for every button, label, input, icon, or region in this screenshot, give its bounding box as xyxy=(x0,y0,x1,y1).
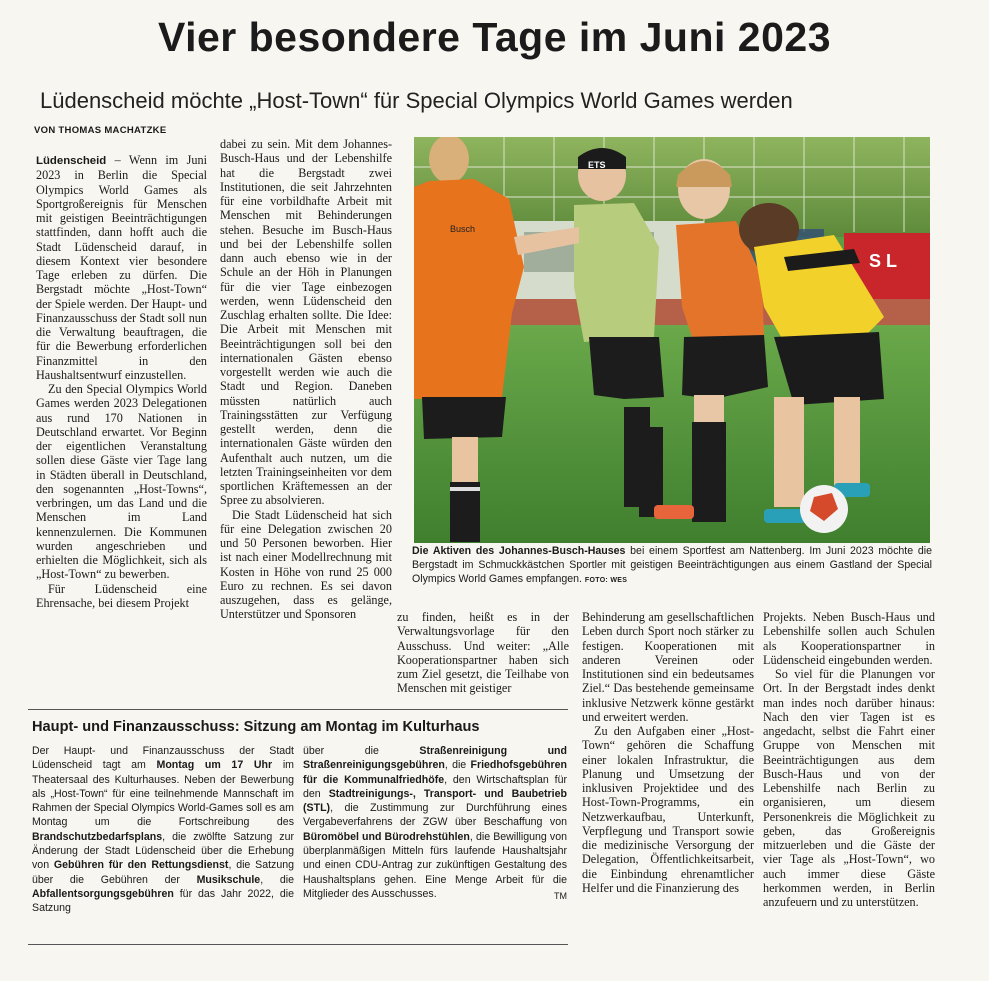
paragraph: dabei zu sein. Mit dem Johannes-Busch-Haus und der Lebenshilfe hat die Bergstadt zwei Institutionen, die seit Jahrzehnten für eine vorbildhafte Arbeit mit Menschen mit Behinderungen stehen. Besuche im Busch-Haus und bei der Lebenshilfe sollen dann auch ebenso wie in der Schule an der Höh in Planungen für die vier Tage einbezogen werden, wenn Lüdenscheid den Zuschlag erhalten sollte. Die Idee: Die Arbeit mit Menschen mit Beeinträchtigungen soll bei den internationalen Gästen ebenso vorgestellt werden wie auch die Stadt und Region. Daneben müssten natürlich auch Trainingsstätten zur Verfügung gestellt werden, denn die internationalen Gäste würden den Aufenthalt auch nutzen, um die letzten Trainingseinheiten vor dem sportlichen Kräftemessen an der Spree zu absolvieren. xyxy=(220,137,392,508)
dateline: Lüdenscheid xyxy=(36,155,107,167)
paragraph: Die Stadt Lüdenscheid hat sich für eine Delegation zwischen 20 und 50 Personen beworben. Hier ist nach einer Modellrechnung mit Kosten in Höhe von rund 25 000 Euro zu rechnen. Es sei davon auszugehen, dass es gelänge, Unterstützer und Sponsoren xyxy=(220,507,392,622)
infobox-heading: Haupt- und Finanzausschuss: Sitzung am Montag im Kulturhaus xyxy=(32,719,480,735)
svg-text:S L: S L xyxy=(869,251,898,271)
article-column-4 xyxy=(582,610,754,955)
svg-text:ETS: ETS xyxy=(588,160,606,170)
paragraph: Für Lüdenscheid eine Ehrensache, bei diesem Projekt xyxy=(36,581,207,610)
photo-caption: Die Aktiven des Johannes-Busch-Hauses bei einem Sportfest am Nattenberg. Im Juni 2023 möchte die Bergstadt im Schmuckkästchen Sportler mit geistigen Beeinträchtigungen aus einem Gastland der Special Olympics World Games empfangen. FOTO: WES xyxy=(412,545,932,585)
svg-text:Busch: Busch xyxy=(450,224,476,234)
paragraph: Lüdenscheid – Wenn im Juni 2023 in Berlin die Special Olympics World Games als Sportgroßereignis für Menschen mit geistigen Beeinträchtigungen stattfinden, dann hofft auch die Stadt Lüdenscheid darauf, in diesem Kontext vier besondere Tage erleben zu dürfen. Die Bergstadt möchte „Host-Town“ der Spiele werden. Der Haupt- und Finanzausschuss der Stadt soll nun die Verwaltung beauftragen, die für die Bewerbung erforderlichen Finanzmittel in den Haushaltsentwurf einzustellen. xyxy=(36,153,207,382)
infobox-column-right: über die Straßenreinigung und Straßenreinigungsgebühren, die Friedhofsgebühren für die Kommunalfriedhöfe, den Wirtschaftsplan für den Stadtreinigungs-, Transport- und Baubetrieb (STL), die Zustimmung zur Durchführung eines Vergabeverfahrens der ZGW über Beschaffung von Büromöbel und Bürodrehstühlen, die Bewilligung von überplanmäßigen Mitteln fürs laufende Haushaltsjahr und einen CDU-Antrag zur zukünftigen Gestaltung des Haushaltsplans gehen. Eine Menge Arbeit für die Mitglieder des Ausschusses. TM xyxy=(303,744,567,936)
paragraph: Zu den Aufgaben einer „Host-Town“ gehören die Schaffung einer lokalen Infrastruktur, die Planung und Umsetzung der inklusiven Projektidee und des Host-Town-Programms, ein Netzwerkaufbau, Unterkunft, Verpflegung und Transport sowie die medizinische Versorgung der Delegation, Öffentlichkeitsarbeit, die Einbindung ehrenamtlicher Helfer und die Finanzierung des xyxy=(582,724,754,895)
paragraph: So viel für die Planungen vor Ort. In der Bergstadt indes denkt man indes noch darüber hinaus: Nach den vier Tagen ist es angedacht, selbst die Fahrt einer Gruppe von Menschen mit Beeinträchtigungen aus dem Busch-Haus und von der Lebenshilfe nach Berlin zu organisieren, um diesem Personenkreis die Möglichkeit zu geben, das Großereignis mitzuerleben und die Gäste der vier Tage als „Host-Town“, wo auch immer diese Gäste herkommen werden, in Berlin anzufeuern und zu unterstützen. xyxy=(763,667,935,909)
paragraph: zu finden, heißt es in der Verwaltungsvorlage für den Ausschuss. Und weiter: „Alle Kooperationspartner haben sich zum Ziel gesetzt, die Teilhabe von Menschen mit geistiger xyxy=(397,610,569,696)
author-signature: TM xyxy=(554,890,567,901)
article-column-1 xyxy=(36,153,207,696)
article-column-3 xyxy=(397,610,569,696)
paragraph: Zu den Special Olympics World Games werden 2023 Delegationen aus rund 170 Nationen in Deutschland erwartet. Vor Beginn der eigentlichen Veranstaltung sollen diese Gäste vier Tage lang in Städten überall in Deutschland, den sogenannten „Host-Towns“, verbringen, um das Land und die Menschen im Land kennenzulernen. Die Kommunen wurden angeschrieben und erhielten die Möglichkeit, sich als „Host-Town“ zu bewerben. xyxy=(36,382,207,582)
infobox-column-left: Der Haupt- und Finanzausschuss der Stadt Lüdenscheid tagt am Montag um 17 Uhr im Theatersaal des Kulturhauses. Neben der Bewerbung als „Host-Town“ für eine teilnehmende Mannschaft im Rahmen der Special Olympics World-Games soll es am Montag um die Fortschreibung des Brandschutzbedarfsplans, die zwölfte Satzung zur Änderung der Stadt Lüdenscheid über die Erhebung von Gebühren für den Rettungsdienst, die Satzung über die Gebühren der Musikschule, die Abfallentsorgungsgebühren für das Jahr 2022, die Satzung xyxy=(32,745,294,915)
soccer-photo xyxy=(414,137,930,543)
article-column-5 xyxy=(763,610,935,955)
article-photo xyxy=(414,137,930,543)
infobox-bottom-rule xyxy=(28,944,568,945)
headline: Vier besondere Tage im Juni 2023 xyxy=(157,14,832,60)
paragraph: Behinderung am gesellschaftlichen Leben durch Sport noch stärker zu festigen. Kooperationen mit anderen Vereinen oder Institutionen sind ein bedeutsames Ziel.“ Das bestehende gemeinsame inklusive Netzwerk könne gestärkt und erweitert werden. xyxy=(582,610,754,724)
article-column-2 xyxy=(220,137,392,696)
paragraph: Projekts. Neben Busch-Haus und Lebenshilfe sollen auch Schulen als Kooperationspartner in Lüdenscheid eingebunden werden. xyxy=(763,610,935,667)
subheadline: Lüdenscheid möchte „Host-Town“ für Special Olympics World Games werden xyxy=(40,88,793,113)
infobox-top-rule xyxy=(28,709,568,710)
photo-credit: FOTO: WES xyxy=(584,577,628,584)
caption-lead: Die Aktiven des Johannes-Busch-Hauses xyxy=(412,545,626,557)
soccer-ball xyxy=(800,485,848,533)
byline: VON THOMAS MACHATZKE xyxy=(34,125,167,136)
